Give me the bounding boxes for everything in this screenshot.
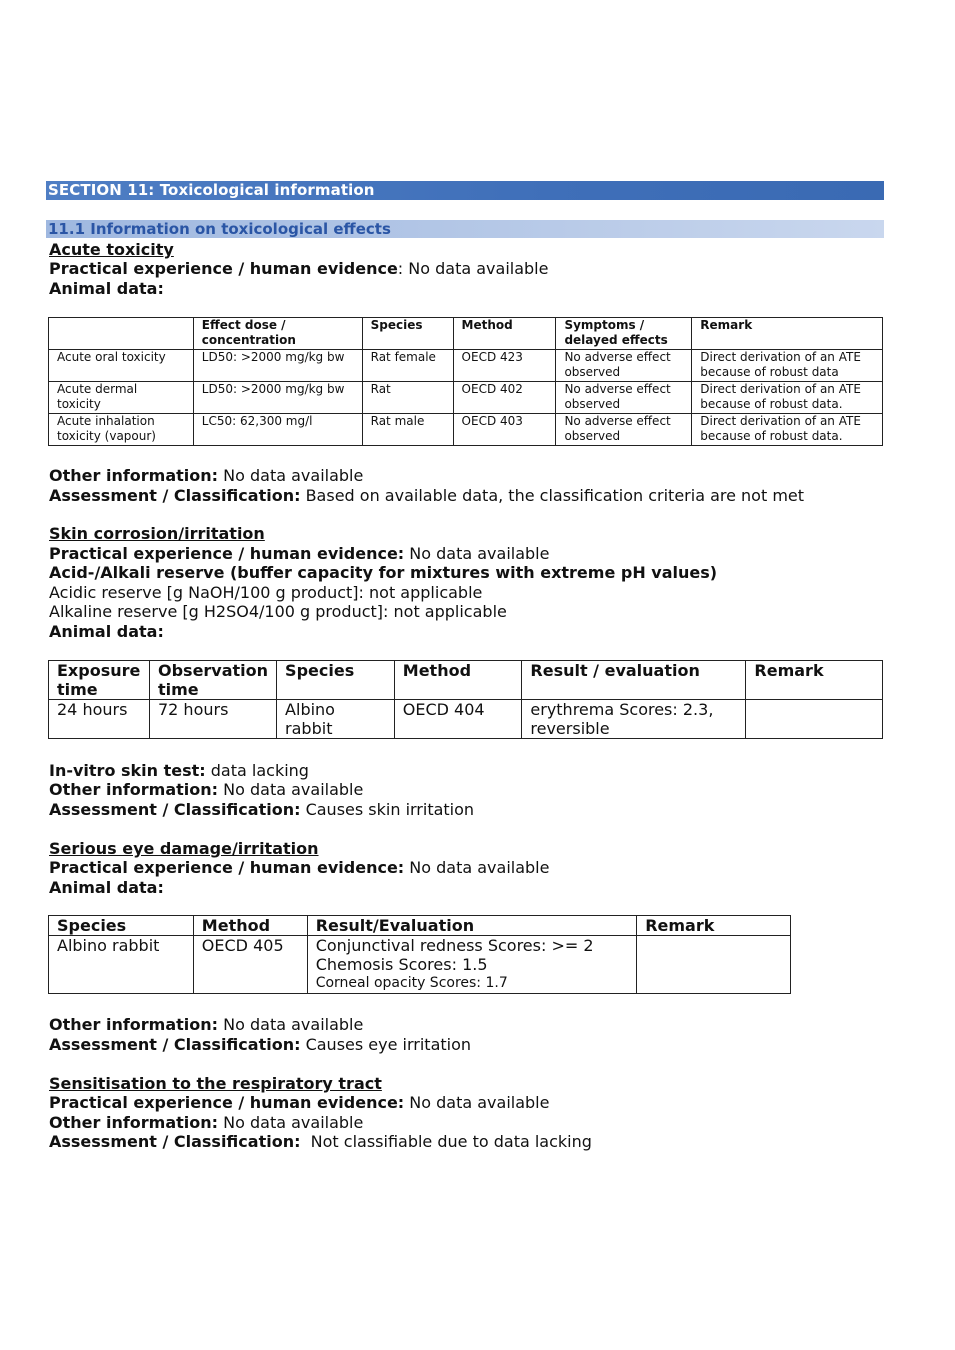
table-header-row (49, 661, 883, 700)
resp-assessment-value: Not classifiable due to data lacking (300, 1132, 592, 1151)
table-cell (637, 936, 791, 994)
table-cell: LD50: >2000 mg/kg bw (193, 382, 362, 414)
table-cell: Albino rabbit (277, 700, 395, 739)
acute-practical-label: Practical experience / human evidence (49, 259, 398, 278)
table-header-row (49, 916, 791, 936)
table-header-cell: Species (362, 318, 453, 350)
table-cell: Acute dermal toxicity (49, 382, 194, 414)
table-cell: No adverse effect observed (556, 382, 692, 414)
skin-animal-label: Animal data: (49, 622, 164, 641)
resp-practical-line (49, 1093, 549, 1113)
table-cell: Direct derivation of an ATE because of robust data. (692, 414, 883, 446)
skin-practical-line (49, 544, 549, 564)
eye-practical-value: No data available (404, 858, 550, 877)
resp-practical-label: Practical experience / human evidence: (49, 1093, 405, 1112)
table-cell: erythrema Scores: 2.3, reversible (522, 700, 746, 739)
table-header-cell: Remark (692, 318, 883, 350)
section-header: SECTION 11: Toxicological information (46, 181, 884, 200)
table-header-cell: Method (394, 661, 522, 700)
table-row (49, 936, 791, 994)
table-row (49, 700, 883, 739)
acute-assessment-line (49, 486, 804, 506)
table-header-cell: Species (277, 661, 395, 700)
invitro-line (49, 761, 309, 781)
eye-other-line (49, 1015, 363, 1035)
table-cell: 24 hours (49, 700, 150, 739)
skin-irritation-table (48, 660, 883, 739)
table-cell (746, 700, 883, 739)
table-header-cell: Effect dose / concentration (193, 318, 362, 350)
acute-practical-line (49, 259, 548, 279)
table-cell: 72 hours (149, 700, 276, 739)
acute-toxicity-table (48, 317, 883, 446)
eye-other-label: Other information: (49, 1015, 219, 1034)
table-header-cell: Method (453, 318, 556, 350)
table-cell (307, 936, 637, 994)
table-header-cell: Observation time (149, 661, 276, 700)
acute-practical-value: : No data available (397, 259, 549, 278)
table-row (49, 382, 883, 414)
eye-assessment-label: Assessment / Classification: (49, 1035, 301, 1054)
eye-other-value: No data available (218, 1015, 364, 1034)
eye-assessment-value: Causes eye irritation (300, 1035, 472, 1054)
table-row (49, 350, 883, 382)
invitro-label: In-vitro skin test: (49, 761, 206, 780)
reserve-heading: Acid-/Alkali reserve (buffer capacity for mixtures with extreme pH values) (49, 563, 718, 582)
skin-other-label: Other information: (49, 780, 219, 799)
table-header-cell: Remark (637, 916, 791, 936)
table-cell: OECD 405 (193, 936, 307, 994)
acute-other-line (49, 466, 363, 486)
acute-animal-label: Animal data: (49, 279, 164, 298)
eye-irritation-table (48, 915, 791, 994)
result-line: Chemosis Scores: 1.5 (315, 955, 488, 974)
table-header-cell: Result / evaluation (522, 661, 746, 700)
resp-assessment-label: Assessment / Classification: (49, 1132, 301, 1151)
table-cell: Albino rabbit (49, 936, 194, 994)
skin-practical-value: No data available (404, 544, 550, 563)
acute-assessment-label: Assessment / Classification: (49, 486, 301, 505)
eye-practical-label: Practical experience / human evidence: (49, 858, 405, 877)
table-cell: Rat male (362, 414, 453, 446)
table-header-cell: Exposure time (49, 661, 150, 700)
table-cell: Direct derivation of an ATE because of robust data. (692, 382, 883, 414)
invitro-value: data lacking (205, 761, 309, 780)
resp-assessment-line (49, 1132, 592, 1152)
alkaline-reserve: Alkaline reserve [g H2SO4/100 g product]: not applicable (49, 602, 507, 621)
skin-other-line (49, 780, 363, 800)
result-line: Conjunctival redness Scores: >= 2 (315, 936, 594, 955)
table-cell: Acute inhalation toxicity (vapour) (49, 414, 194, 446)
skin-practical-label: Practical experience / human evidence: (49, 544, 405, 563)
table-row (49, 414, 883, 446)
table-header-cell (49, 318, 194, 350)
table-cell: Rat (362, 382, 453, 414)
table-cell: Direct derivation of an ATE because of robust data (692, 350, 883, 382)
acute-assessment-value: Based on available data, the classification criteria are not met (300, 486, 805, 505)
table-cell: No adverse effect observed (556, 414, 692, 446)
skin-assessment-value: Causes skin irritation (300, 800, 475, 819)
resp-other-line (49, 1113, 363, 1133)
table-header-cell: Symptoms / delayed effects (556, 318, 692, 350)
table-cell: LC50: 62,300 mg/l (193, 414, 362, 446)
table-cell: OECD 402 (453, 382, 556, 414)
eye-heading: Serious eye damage/irritation (49, 839, 319, 858)
skin-assessment-label: Assessment / Classification: (49, 800, 301, 819)
resp-other-label: Other information: (49, 1113, 219, 1132)
respiratory-heading: Sensitisation to the respiratory tract (49, 1074, 382, 1093)
table-header-cell: Result/Evaluation (307, 916, 637, 936)
skin-assessment-line (49, 800, 474, 820)
result-line: Corneal opacity Scores: 1.7 (315, 975, 508, 991)
acute-toxicity-heading: Acute toxicity (49, 240, 174, 259)
eye-animal-label: Animal data: (49, 878, 164, 897)
table-cell: Acute oral toxicity (49, 350, 194, 382)
table-cell: No adverse effect observed (556, 350, 692, 382)
resp-other-value: No data available (218, 1113, 364, 1132)
skin-other-value: No data available (218, 780, 364, 799)
table-cell: OECD 403 (453, 414, 556, 446)
eye-practical-line (49, 858, 549, 878)
table-header-row (49, 318, 883, 350)
acute-other-value: No data available (218, 466, 364, 485)
skin-heading: Skin corrosion/irritation (49, 524, 265, 543)
table-header-cell: Species (49, 916, 194, 936)
table-cell: OECD 423 (453, 350, 556, 382)
subsection-header: 11.1 Information on toxicological effects (46, 220, 884, 238)
resp-practical-value: No data available (404, 1093, 550, 1112)
table-header-cell: Method (193, 916, 307, 936)
table-header-cell: Remark (746, 661, 883, 700)
eye-assessment-line (49, 1035, 471, 1055)
table-cell: LD50: >2000 mg/kg bw (193, 350, 362, 382)
acute-other-label: Other information: (49, 466, 219, 485)
table-cell: OECD 404 (394, 700, 522, 739)
table-cell: Rat female (362, 350, 453, 382)
acidic-reserve: Acidic reserve [g NaOH/100 g product]: not applicable (49, 583, 483, 602)
